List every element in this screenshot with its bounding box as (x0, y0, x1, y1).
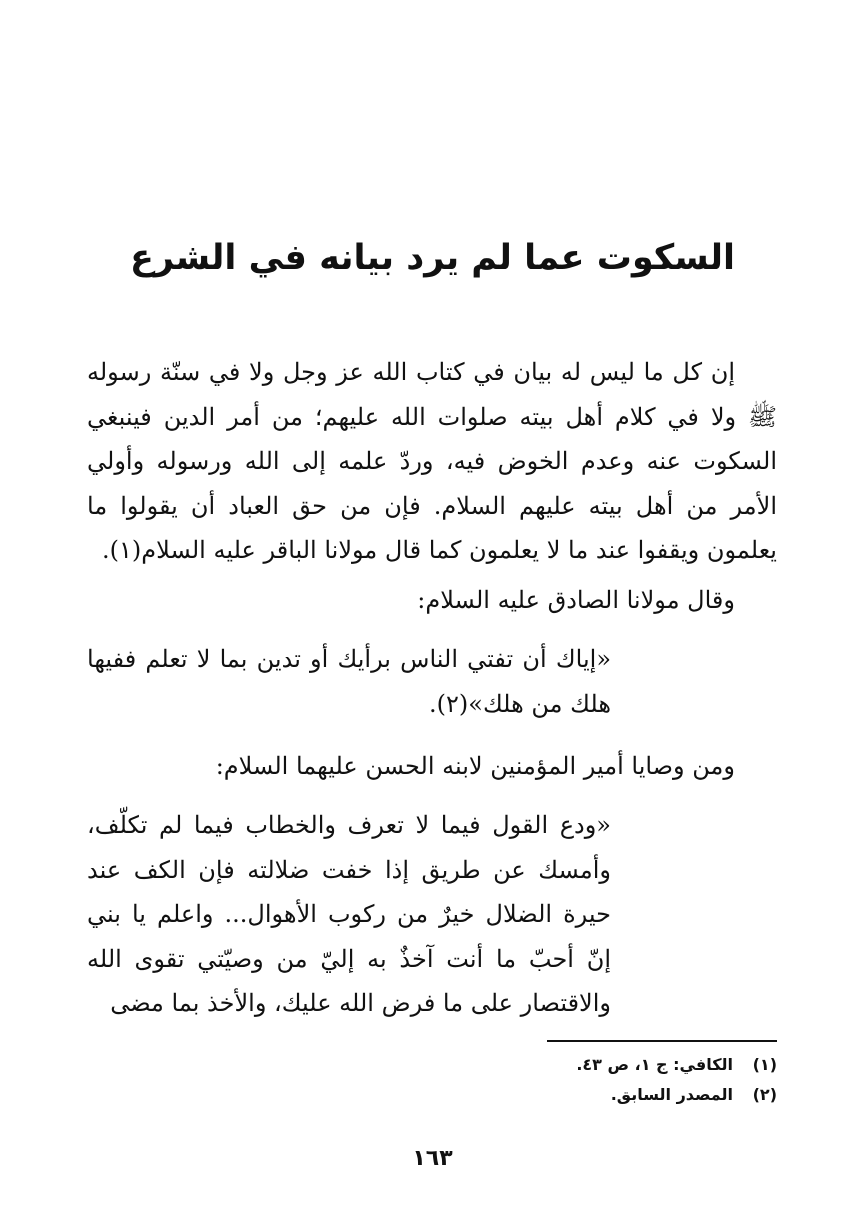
body-paragraph-1: إن كل ما ليس له بيان في كتاب الله عز وجل ولا في سنّة رسوله ﷺ ولا في كلام أهل بيته صلوات الله عليهم؛ من أمر الدين فينبغي السكوت عنه وعدم الخوض فيه، وردّ علمه إلى الله ورسوله وأولي الأمر من أهل بيته عليهم السلام. فإن من حق العباد أن يقولوا ما يعلمون ويقفوا عند ما لا يعلمون كما قال مولانا الباقر عليه السلام(١). (87, 358, 777, 564)
page-number: ١٦٣ (412, 1146, 453, 1171)
footnote-number: (١) (752, 1055, 777, 1074)
body-paragraph-3: ومن وصايا أمير المؤمنين لابنه الحسن عليهما السلام: (215, 752, 735, 780)
chapter-title: السكوت عما لم يرد بيانه في الشرع (129, 238, 735, 278)
footnote-text: الكافي: ج ١، ص ٤٣. (576, 1055, 733, 1074)
footnote-number: (٢) (752, 1085, 777, 1104)
footnote-text: المصدر السابق. (610, 1085, 733, 1104)
footnote-item (357, 1050, 777, 1080)
footnote-item (357, 1080, 777, 1110)
quotation-2: «ودع القول فيما لا تعرف والخطاب فيما لم تكلّف، وأمسك عن طريق إذا خفت ضلالته فإن الكف عند حيرة الضلال خيرٌ من ركوب الأهوال... واعلم يا بني إنّ أحبّ ما أنت آخذٌ به إليّ من وصيّتي تقوى الله والاقتصار على ما فرض الله عليك، والأخذ بما مضى (87, 811, 611, 1017)
footnote-divider (547, 1040, 777, 1042)
body-paragraph-2: وقال مولانا الصادق عليه السلام: (417, 586, 735, 614)
quotation-1: «إياك أن تفتي الناس برأيك أو تدين بما لا تعلم ففيها هلك من هلك»(٢). (87, 645, 611, 718)
footnotes (357, 1050, 777, 1110)
